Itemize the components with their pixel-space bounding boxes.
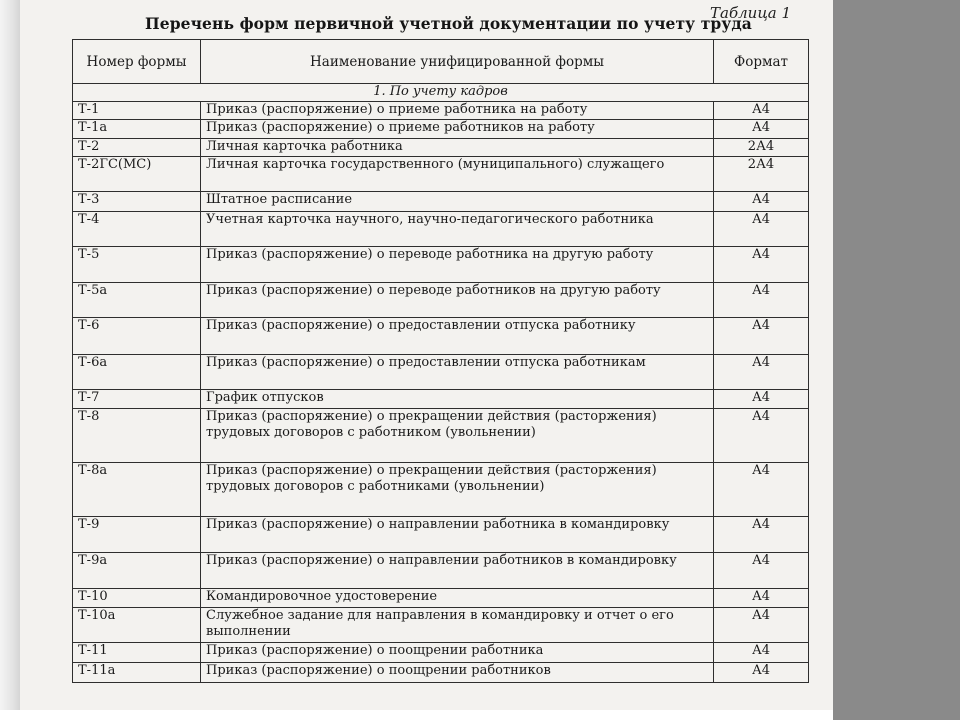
form-number-cell: Т-2 [73, 139, 201, 157]
table-row [73, 283, 809, 318]
table-row [73, 409, 809, 463]
form-format-cell: А4 [714, 247, 809, 283]
table-row [73, 318, 809, 355]
form-number-cell: Т-8а [73, 463, 201, 517]
form-number-cell: Т-5а [73, 283, 201, 318]
table-header-row [73, 40, 809, 84]
form-number-cell: Т-6а [73, 355, 201, 390]
form-format-cell: А4 [714, 643, 809, 663]
form-number-cell: Т-10 [73, 589, 201, 608]
form-name-cell: Штатное расписание [201, 192, 714, 212]
table-row [73, 102, 809, 120]
form-format-cell: А4 [714, 663, 809, 683]
form-format-cell: А4 [714, 192, 809, 212]
form-format-cell: А4 [714, 355, 809, 390]
form-number-cell: Т-7 [73, 390, 201, 409]
section-heading: 1. По учету кадров [73, 84, 809, 102]
form-name-cell: Приказ (распоряжение) о поощрении работников [201, 663, 714, 683]
form-number-cell: Т-11 [73, 643, 201, 663]
form-format-cell: А4 [714, 463, 809, 517]
table-row [73, 663, 809, 683]
form-name-cell: Приказ (распоряжение) о прекращении действия (расторжения) трудовых договоров с работником (увольнении) [201, 409, 714, 463]
column-header-format: Формат [714, 40, 809, 84]
form-number-cell: Т-1а [73, 120, 201, 139]
form-name-cell: Приказ (распоряжение) о приеме работников на работу [201, 120, 714, 139]
form-name-cell: Приказ (распоряжение) о приеме работника на работу [201, 102, 714, 120]
form-name-cell: Приказ (распоряжение) о переводе работников на другую работу [201, 283, 714, 318]
table-row [73, 643, 809, 663]
form-number-cell: Т-11а [73, 663, 201, 683]
decorative-side-panel [833, 0, 960, 720]
form-number-cell: Т-1 [73, 102, 201, 120]
form-name-cell: Личная карточка работника [201, 139, 714, 157]
form-name-cell: Приказ (распоряжение) о предоставлении отпуска работникам [201, 355, 714, 390]
table-row [73, 390, 809, 409]
form-name-cell: Командировочное удостоверение [201, 589, 714, 608]
form-format-cell: А4 [714, 589, 809, 608]
scanned-document [20, 0, 833, 710]
form-format-cell: А4 [714, 517, 809, 553]
section-row [73, 84, 809, 102]
form-number-cell: Т-9 [73, 517, 201, 553]
table-row [73, 212, 809, 247]
form-format-cell: А4 [714, 608, 809, 643]
form-name-cell: Приказ (распоряжение) о предоставлении отпуска работнику [201, 318, 714, 355]
form-number-cell: Т-2ГС(МС) [73, 157, 201, 192]
form-name-cell: Приказ (распоряжение) о направлении работников в командировку [201, 553, 714, 589]
table-caption: Таблица 1 [710, 4, 792, 22]
form-format-cell: А4 [714, 409, 809, 463]
form-format-cell: А4 [714, 212, 809, 247]
table-row [73, 247, 809, 283]
form-name-cell: Личная карточка государственного (муниципального) служащего [201, 157, 714, 192]
form-name-cell: Приказ (распоряжение) о направлении работника в командировку [201, 517, 714, 553]
form-number-cell: Т-4 [73, 212, 201, 247]
bottom-margin [0, 710, 833, 720]
form-number-cell: Т-9а [73, 553, 201, 589]
table-row [73, 139, 809, 157]
form-name-cell: Служебное задание для направления в командировку и отчет о его выполнении [201, 608, 714, 643]
form-format-cell: А4 [714, 283, 809, 318]
document-title: Перечень форм первичной учетной документации по учету труда [145, 14, 752, 33]
left-margin-strip [0, 0, 22, 720]
table-row [73, 589, 809, 608]
column-header-number: Номер формы [73, 40, 201, 84]
form-name-cell: Учетная карточка научного, научно-педагогического работника [201, 212, 714, 247]
table-row [73, 517, 809, 553]
form-format-cell: 2А4 [714, 157, 809, 192]
form-number-cell: Т-6 [73, 318, 201, 355]
form-format-cell: А4 [714, 390, 809, 409]
form-format-cell: 2А4 [714, 139, 809, 157]
form-format-cell: А4 [714, 553, 809, 589]
form-format-cell: А4 [714, 102, 809, 120]
table-row [73, 463, 809, 517]
form-name-cell: Приказ (распоряжение) о поощрении работника [201, 643, 714, 663]
form-name-cell: Приказ (распоряжение) о прекращении действия (расторжения) трудовых договоров с работниками (увольнении) [201, 463, 714, 517]
forms-table [72, 39, 809, 683]
column-header-name: Наименование унифицированной формы [201, 40, 714, 84]
form-format-cell: А4 [714, 120, 809, 139]
table-row [73, 355, 809, 390]
form-number-cell: Т-3 [73, 192, 201, 212]
form-name-cell: Приказ (распоряжение) о переводе работника на другую работу [201, 247, 714, 283]
form-name-cell: График отпусков [201, 390, 714, 409]
form-number-cell: Т-10а [73, 608, 201, 643]
form-format-cell: А4 [714, 318, 809, 355]
form-number-cell: Т-8 [73, 409, 201, 463]
table-row [73, 608, 809, 643]
table-row [73, 553, 809, 589]
table-row [73, 120, 809, 139]
table-row [73, 192, 809, 212]
table-row [73, 157, 809, 192]
form-number-cell: Т-5 [73, 247, 201, 283]
